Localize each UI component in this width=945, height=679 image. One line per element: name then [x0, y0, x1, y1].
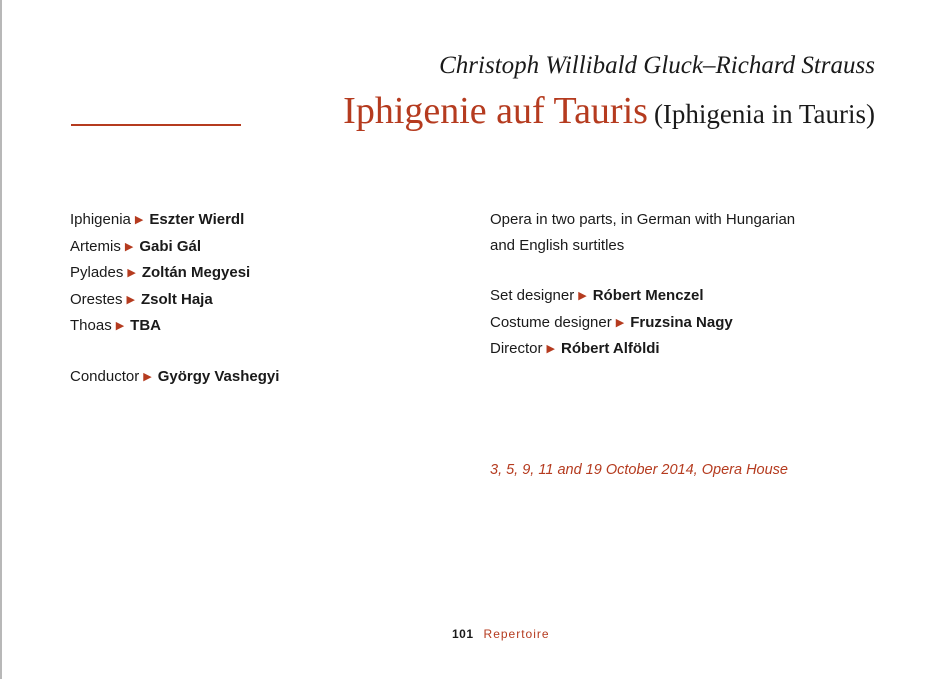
section-label: Repertoire [483, 627, 550, 641]
page-footer [452, 627, 550, 641]
arrow-right-icon: ▶ [578, 290, 587, 302]
arrow-right-icon: ▶ [126, 293, 135, 306]
production-info [490, 207, 870, 363]
cast-name: Eszter Wierdl [149, 211, 245, 228]
page-edge-divider [0, 0, 2, 679]
cast-role: Thoas [70, 317, 112, 334]
crew-role: Set designer [490, 287, 575, 304]
description-line: Opera in two parts, in German with Hungarian [490, 211, 796, 228]
crew-role: Costume designer [490, 313, 612, 331]
cast-role: Iphigenia [70, 211, 131, 228]
arrow-right-icon: ▶ [546, 343, 555, 355]
cast-name: Gabi Gál [139, 237, 201, 255]
title-rule [71, 124, 241, 126]
cast-row [70, 234, 450, 261]
arrow-right-icon: ▶ [143, 370, 152, 383]
crew-row [490, 336, 870, 363]
cast-role: Artemis [70, 237, 121, 255]
composer-heading: Christoph Willibald Gluck–Richard Strauss [439, 52, 875, 79]
title-line [343, 89, 875, 133]
cast-name: TBA [130, 317, 161, 334]
conductor-row [70, 364, 450, 391]
crew-name: Róbert Menczel [592, 287, 704, 304]
cast-name: Zsolt Haja [140, 290, 213, 308]
cast-row [70, 313, 450, 340]
conductor-role: Conductor [70, 367, 140, 385]
cast-row [70, 260, 450, 287]
arrow-right-icon: ▶ [615, 316, 625, 329]
page-number: 101 [452, 627, 474, 641]
crew-name: Fruzsina Nagy [630, 313, 733, 331]
conductor-name: György Vashegyi [157, 367, 280, 385]
arrow-right-icon: ▶ [124, 240, 134, 253]
crew-row [490, 283, 870, 310]
cast-name: Zoltán Megyesi [141, 264, 251, 281]
crew-name: Róbert Alföldi [560, 340, 660, 357]
cast-role: Orestes [70, 290, 123, 308]
opera-title: Iphigenie auf Tauris [343, 90, 648, 132]
crew-row [490, 310, 870, 337]
description-line: and English surtitles [490, 236, 625, 254]
performance-dates: 3, 5, 9, 11 and 19 October 2014, Opera House [490, 462, 788, 478]
cast-list [70, 207, 450, 390]
crew-role: Director [490, 340, 543, 357]
cast-row [70, 207, 450, 234]
cast-role: Pylades [70, 264, 124, 281]
arrow-right-icon: ▶ [115, 320, 125, 332]
cast-row [70, 287, 450, 314]
arrow-right-icon: ▶ [127, 267, 136, 279]
arrow-right-icon: ▶ [134, 214, 144, 226]
opera-subtitle: (Iphigenia in Tauris) [653, 99, 875, 129]
